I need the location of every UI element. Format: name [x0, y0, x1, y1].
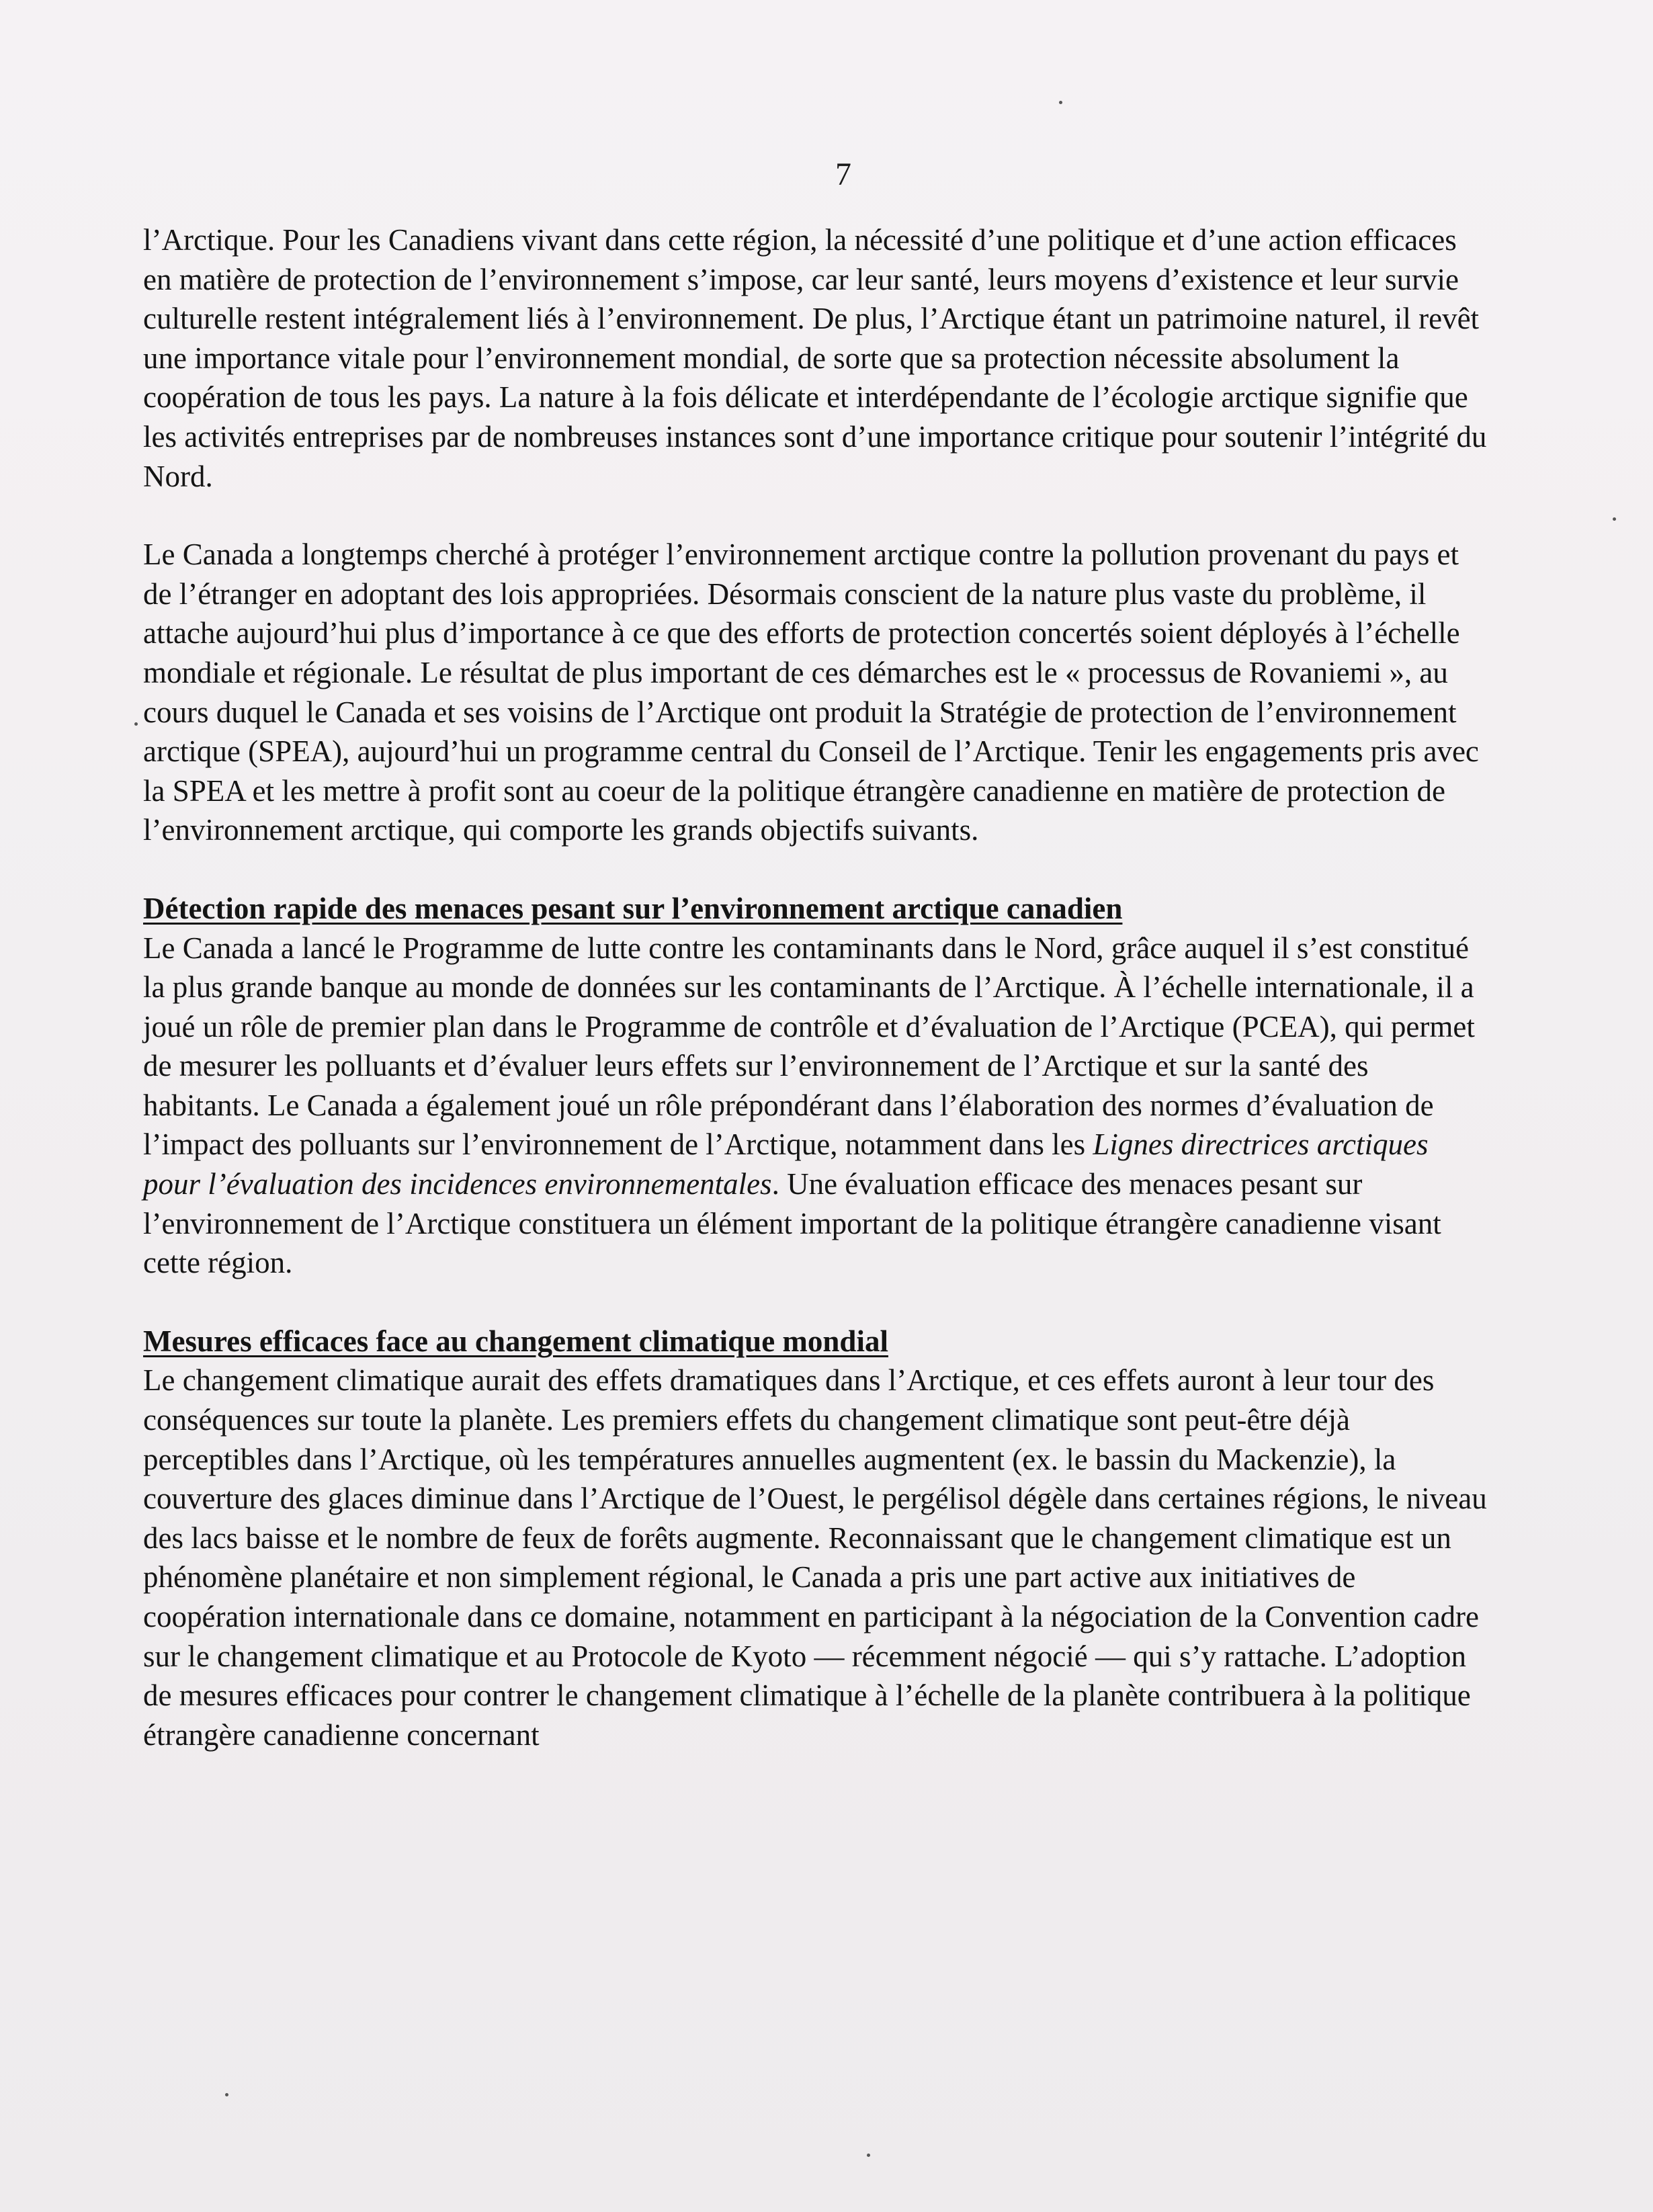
section-threat-detection — [143, 889, 1487, 1283]
heading-threat-detection: Détection rapide des menaces pesant sur l’environnement arctique canadien — [143, 891, 1123, 925]
scan-speck — [225, 2093, 228, 2096]
section-climate-change — [143, 1322, 1487, 1755]
threat-detection-text-end: . Une évaluation efficace des menaces pesant sur l’environnement de l’Arctique constituera un élément important de la politique étrangère canadienne visant cette région. — [143, 1167, 1441, 1280]
paragraph-gap — [143, 496, 1487, 535]
scan-speck — [134, 722, 138, 726]
paragraph-gap — [143, 850, 1487, 889]
paragraph-arctic-importance: l’Arctique. Pour les Canadiens vivant dans cette région, la nécessité d’une politique et d’une action efficaces en matière de protection de l’environnement s’impose, car leur santé, leurs moyens d’existence et leur survie culturelle restent intégralement liés à l’environnement. De plus, l’Arctique étant un patrimoine naturel, il revêt une importance vitale pour l’environnement mondial, de sorte que sa protection nécessite absolument la coopération de tous les pays. La nature à la fois délicate et interdépendante de l’écologie arctique signifie que les activités entreprises par de nombreuses instances sont d’une importance critique pour soutenir l’intégrité du Nord. — [143, 223, 1487, 493]
scan-speck — [867, 2154, 870, 2157]
climate-change-text: Le changement climatique aurait des effets dramatiques dans l’Arctique, et ces effets auront à leur tour des conséquences sur toute la planète. Les premiers effets du changement climatique sont peut-être déjà perceptibles dans l’Arctique, où les températures annuelles augmentent (ex. le bassin du Mackenzie), la couverture des glaces diminue dans l’Arctique de l’Ouest, le pergélisol dégèle dans certaines régions, le niveau des lacs baisse et le nombre de feux de forêts augmente. Reconnaissant que le changement climatique est un phénomène planétaire et non simplement régional, le Canada a pris une part active aux initiatives de coopération internationale dans ce domaine, notamment en participant à la négociation de la Convention cadre sur le changement climatique et au Protocole de Kyoto — récemment négocié — qui s’y rattache. L’adoption de mesures efficaces pour contrer le changement climatique à l’échelle de la planète contribuera à la politique étrangère canadienne concernant — [143, 1363, 1487, 1752]
heading-climate-change: Mesures efficaces face au changement climatique mondial — [143, 1324, 888, 1358]
page-number: 7 — [835, 157, 851, 192]
document-body — [143, 220, 1487, 1754]
threat-detection-text-start: Le Canada a lancé le Programme de lutte contre les contaminants dans le Nord, grâce auquel il s’est constitué la plus grande banque au monde de données sur les contaminants de l’Arctique. À l’échelle internationale, il a joué un rôle de premier plan dans le Programme de contrôle et d’évaluation de l’Arctique (PCEA), qui permet de mesurer les polluants et d’évaluer leurs effets sur l’environnement de l’Arctique et sur la santé des habitants. Le Canada a également joué un rôle prépondérant dans l’élaboration des normes d’évaluation de l’impact des polluants sur l’environnement de l’Arctique, notamment dans les — [143, 931, 1475, 1162]
paragraph-rovaniemi-process: Le Canada a longtemps cherché à protéger l’environnement arctique contre la pollution provenant du pays et de l’étranger en adoptant des lois appropriées. Désormais conscient de la nature plus vaste du problème, il attache aujourd’hui plus d’importance à ce que des efforts de protection concertés soient déployés à l’échelle mondiale et régionale. Le résultat de plus important de ces démarches est le « processus de Rovaniemi », au cours duquel le Canada et ses voisins de l’Arctique ont produit la Stratégie de protection de l’environnement arctique (SPEA), aujourd’hui un programme central du Conseil de l’Arctique. Tenir les engagements pris avec la SPEA et les mettre à profit sont au coeur de la politique étrangère canadienne en matière de protection de l’environnement arctique, qui comporte les grands objectifs suivants. — [143, 538, 1479, 847]
guidelines-title-italic: Lignes directrices arctiques pour l’évaluation des incidences environnementales — [143, 1128, 1429, 1201]
paragraph-gap — [143, 1283, 1487, 1322]
scan-speck — [1059, 101, 1062, 104]
scan-speck — [1613, 517, 1616, 521]
